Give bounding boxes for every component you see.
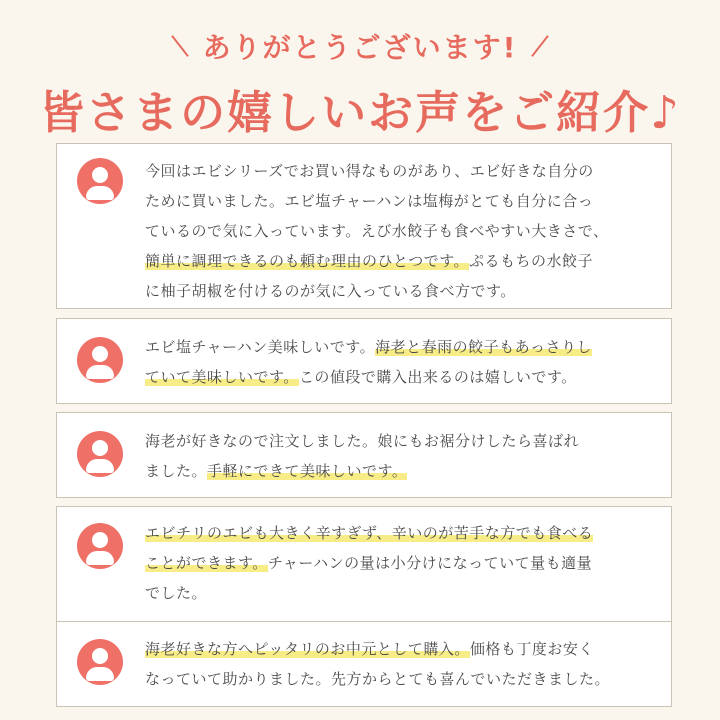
review-text-segment: 海老が好きなので注文しました。娘にもお裾分けしたら喜ばれ xyxy=(145,432,580,450)
review-text-segment: この値段で購入出来るのは嬉しいです。 xyxy=(298,368,577,386)
review-text-segment: エビ塩チャーハン美味しいです。 xyxy=(145,338,376,356)
user-icon xyxy=(77,639,123,685)
review-text-segment: 価格も丁度お安く xyxy=(469,640,594,658)
review-text xyxy=(145,518,659,608)
left-slash-decoration xyxy=(171,35,189,57)
review-text xyxy=(145,426,659,486)
review-line xyxy=(145,578,659,608)
review-line xyxy=(145,664,659,694)
subtitle-row xyxy=(0,26,720,66)
review-text-segment: ました。 xyxy=(145,462,208,480)
review-line xyxy=(145,276,659,306)
subtitle: ありがとうございます! xyxy=(202,31,518,64)
highlighted-text: 海老と春雨の餃子もあっさりし xyxy=(375,338,592,356)
review-card xyxy=(56,318,672,404)
review-text-segment: なっていて助かりました。先方からとても喜んでいただきました。 xyxy=(145,670,611,688)
right-slash-decoration xyxy=(532,35,550,57)
review-card xyxy=(56,412,672,498)
page-title: 皆さまの嬉しいお声をご紹介♪ xyxy=(39,86,681,139)
review-line xyxy=(145,156,659,186)
review-text-segment: に柚子胡椒を付けるのが気に入っている食べ方です。 xyxy=(145,282,516,300)
highlighted-text: 簡単に調理できるのも頼む理由のひとつです。 xyxy=(145,252,470,270)
review-line xyxy=(145,216,659,246)
review-text xyxy=(145,156,659,306)
review-text-segment: ているので気に入っています。えび水餃子も食べやすい大きさで、 xyxy=(145,222,609,240)
header xyxy=(0,0,720,140)
review-line xyxy=(145,426,659,456)
review-line xyxy=(145,362,659,392)
user-icon xyxy=(77,431,123,477)
review-text xyxy=(145,634,659,694)
review-text-segment: ぷるもちの水餃子 xyxy=(469,252,594,270)
review-card xyxy=(56,143,672,309)
highlighted-text: ていて美味しいです。 xyxy=(145,368,299,386)
user-icon xyxy=(77,158,123,204)
review-text-segment: 今回はエビシリーズでお買い得なものがあり、エビ好きな自分の xyxy=(145,162,594,180)
highlighted-text: エビチリのエビも大きく辛すぎず、辛いのが苦手な方でも食べる xyxy=(145,524,594,542)
review-line xyxy=(145,186,659,216)
highlighted-text: 海老好きな方へピッタリのお中元として購入。 xyxy=(145,640,470,658)
review-line xyxy=(145,456,659,486)
review-line xyxy=(145,332,659,362)
review-card xyxy=(56,506,672,624)
review-line xyxy=(145,634,659,664)
review-line xyxy=(145,518,659,548)
review-text-segment: でした。 xyxy=(145,584,208,602)
review-text xyxy=(145,332,659,392)
review-text-segment: ために買いました。エビ塩チャーハンは塩梅がとても自分に合っ xyxy=(145,192,594,210)
highlighted-text: ことができます。 xyxy=(145,554,268,572)
review-line xyxy=(145,548,659,578)
review-card xyxy=(56,621,672,707)
user-icon xyxy=(77,523,123,569)
user-icon xyxy=(77,337,123,383)
highlighted-text: 手軽にできて美味しいです。 xyxy=(207,462,408,480)
review-text-segment: チャーハンの量は小分けになっていて量も適量 xyxy=(267,554,593,572)
review-line xyxy=(145,246,659,276)
